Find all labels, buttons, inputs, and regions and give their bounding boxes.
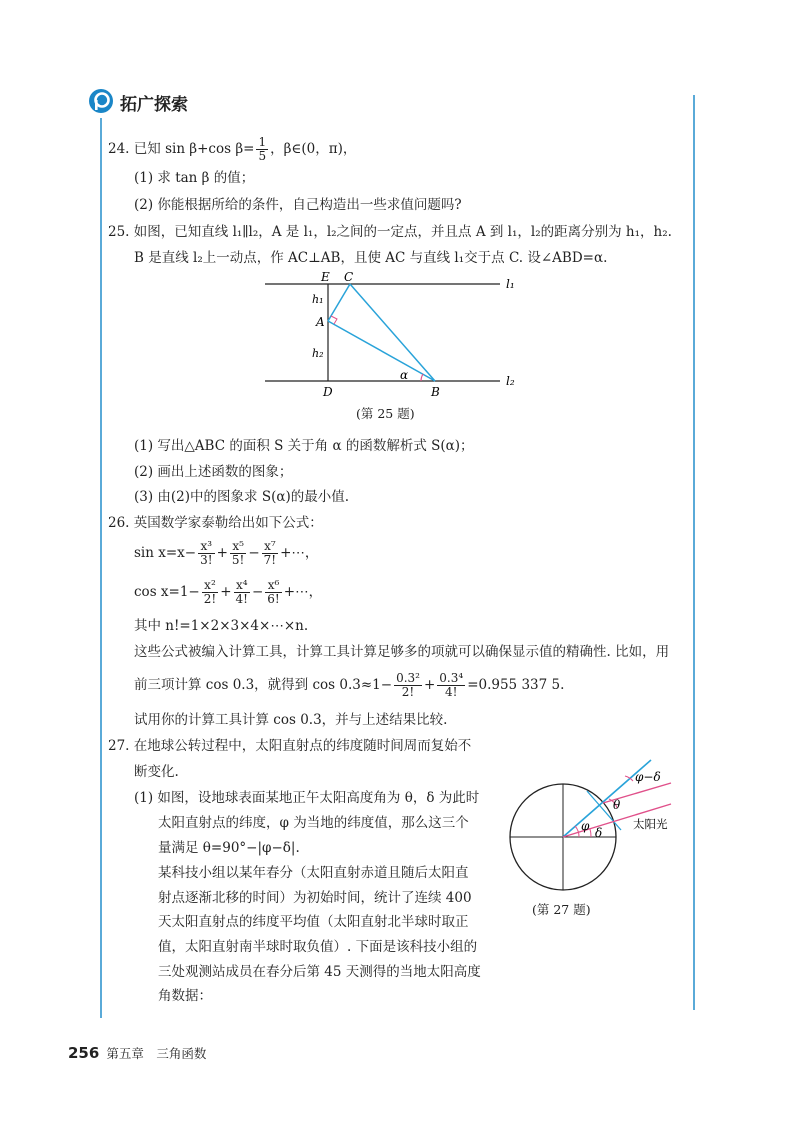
label-C: C <box>344 270 354 284</box>
page-footer <box>68 1043 206 1062</box>
q25-part3: (3) 由(2)中的图象求 S(α)的最小值. <box>134 489 350 505</box>
page-number: 256 <box>68 1044 100 1062</box>
sin-term-2-num: x⁵ <box>230 540 246 554</box>
cos-term-3 <box>265 579 281 606</box>
q24-stem-a: 已知 sin β+cos β= <box>133 141 255 157</box>
sin-op-3: − <box>248 545 260 561</box>
sin-term-2 <box>230 540 246 567</box>
q26-stem <box>108 513 323 533</box>
right-border-line <box>693 95 695 1010</box>
angle-delta-arc <box>590 829 591 837</box>
q27-p1-l7: 值，太阳直射南半球时取负值）. 下面是该科技小组的 <box>158 939 478 955</box>
label-h1: h₁ <box>312 293 324 306</box>
cos-term-2-den: 4! <box>235 592 248 606</box>
approx-term-1-den: 2! <box>401 685 415 699</box>
label-D: D <box>323 385 333 398</box>
sin-tail: +⋯， <box>280 545 319 561</box>
label-A: A <box>316 315 325 329</box>
q26-number: 26. <box>108 515 130 531</box>
q26-para3: 试用你的计算工具计算 cos 0.3，并与上述结果比较. <box>134 712 448 728</box>
q25-line1-text: 如图，已知直线 l₁∥l₂，A 是 l₁，l₂之间的一定点，并且点 A 到 l₁，l₂的距离分别为 h₁，h₂. <box>133 224 672 240</box>
q25-figure <box>255 268 535 398</box>
approx-term-1 <box>394 672 422 699</box>
q24-fraction <box>256 136 268 163</box>
segment-CB <box>350 284 435 381</box>
cos-lhs: cos x=1− <box>134 584 200 600</box>
sin-term-1 <box>198 540 214 567</box>
q27-p1-l5: 射点逐渐北移的时间）为初始时间，统计了连续 400 <box>158 890 472 906</box>
sin-term-3 <box>262 540 278 567</box>
label-h2: h₂ <box>312 347 324 360</box>
cos-term-3-num: x⁶ <box>265 579 281 593</box>
segment-AB <box>328 321 435 381</box>
q26-para2-a: 前三项计算 cos 0.3，就得到 cos 0.3≈1− <box>134 677 393 693</box>
q25-part2: (2) 画出上述函数的图象； <box>134 464 293 480</box>
cos-term-1 <box>202 579 218 606</box>
q26-stem-text: 英国数学家泰勒给出如下公式： <box>133 515 323 531</box>
q25-line2: B 是直线 l₂上一动点，作 AC⊥AB，且使 AC 与直线 l₁交于点 C. 设∠ABD=α. <box>134 250 608 266</box>
cos-term-1-den: 2! <box>203 592 217 606</box>
q27-figure <box>505 755 685 895</box>
q27-p1-l9: 角数据： <box>158 988 212 1004</box>
q26-para2 <box>134 670 564 700</box>
segment-AC <box>328 284 350 321</box>
q25-number: 25. <box>108 224 130 240</box>
q27-p1-l4: 某科技小组以某年春分（太阳直射赤道且随后太阳直 <box>158 865 469 881</box>
q26-para1: 这些公式被编入计算工具，计算工具计算足够多的项就可以确保显示值的精确性. 比如，用 <box>134 644 670 660</box>
q25-line1 <box>108 222 672 242</box>
taylor-sin-formula <box>134 538 318 568</box>
sin-term-1-den: 3! <box>200 553 213 567</box>
section-header <box>88 88 288 116</box>
q27-p1-l1: (1) 如图，设地球表面某地正午太阳高度角为 θ，δ 为此时 <box>134 790 480 806</box>
approx-term-2-num: 0.3⁴ <box>439 671 464 685</box>
label-theta: θ <box>613 798 621 812</box>
angle-alpha-arc <box>421 374 423 381</box>
cos-term-2 <box>234 579 250 606</box>
approx-term-1-num: 0.3² <box>396 671 420 685</box>
q27-number: 27. <box>108 738 130 754</box>
cos-op-3: − <box>251 584 264 600</box>
cos-term-1-num: x² <box>202 579 218 593</box>
section-title: 拓广探索 <box>120 95 188 115</box>
cos-tail: +⋯， <box>283 584 323 600</box>
q27-p1-l3: 量满足 θ=90°−|φ−δ|. <box>158 840 300 856</box>
label-B: B <box>431 385 440 398</box>
q24-stem <box>108 136 356 163</box>
cos-term-3-den: 6! <box>267 592 280 606</box>
q24-stem-b: ，β∈(0，π)， <box>270 141 357 157</box>
sin-term-1-num: x³ <box>198 540 214 554</box>
approx-term-2 <box>437 672 465 699</box>
q27-line1 <box>108 736 471 756</box>
label-alpha: α <box>400 368 409 382</box>
sin-term-2-den: 5! <box>231 553 245 567</box>
q27-line2: 断变化. <box>134 764 179 780</box>
sin-op-2: + <box>216 545 228 561</box>
label-E: E <box>321 270 330 284</box>
chapter-title: 第五章 三角函数 <box>106 1046 207 1061</box>
q25-part1: (1) 写出△ABC 的面积 S 关于角 α 的函数解析式 S(α)； <box>134 438 474 454</box>
q27-p1-l2: 太阳直射点的纬度，φ 为当地的纬度值，那么这三个 <box>158 815 469 831</box>
label-l1: l₁ <box>506 277 515 291</box>
cos-term-2-num: x⁴ <box>234 579 250 593</box>
label-phi: φ <box>581 819 590 833</box>
q27-p1-l6: 天太阳直射点的纬度平均值（太阳直射北半球时取正 <box>158 914 469 930</box>
sin-lhs: sin x=x− <box>134 545 197 561</box>
q27-caption: (第 27 题) <box>532 902 591 917</box>
q26-factorial: 其中 n!=1×2×3×4×⋯×n. <box>134 618 309 634</box>
taylor-cos-formula <box>134 577 322 607</box>
q24-part2: (2) 你能根据所给的条件，自己构造出一些求值问题吗? <box>134 197 462 213</box>
sin-term-3-den: 7! <box>263 553 277 567</box>
q27-line1-text: 在地球公转过程中，太阳直射点的纬度随时间周而复始不 <box>133 738 472 754</box>
cos-op-2: + <box>220 584 232 600</box>
angle-phi-arc <box>575 826 579 837</box>
q24-frac-den: 5 <box>258 149 267 163</box>
q25-caption: (第 25 题) <box>356 406 415 421</box>
label-l2: l₂ <box>506 374 515 388</box>
left-border-line <box>100 118 102 1018</box>
q27-p1-l8: 三处观测站成员在春分后第 45 天测得的当地太阳高度 <box>158 964 481 980</box>
q24-frac-num: 1 <box>258 135 267 149</box>
sin-term-3-num: x⁷ <box>262 540 278 554</box>
label-delta: δ <box>595 826 603 840</box>
approx-term-2-den: 4! <box>445 685 458 699</box>
q24-part1: (1) 求 tan β 的值； <box>134 170 255 186</box>
q26-para2-b: =0.955 337 5. <box>467 677 565 693</box>
label-sunlight: 太阳光 <box>633 817 668 831</box>
section-logo-icon <box>88 88 114 114</box>
q24-number: 24. <box>108 141 130 157</box>
label-phi-minus-delta: φ−δ <box>635 770 661 784</box>
approx-op: + <box>423 677 436 693</box>
